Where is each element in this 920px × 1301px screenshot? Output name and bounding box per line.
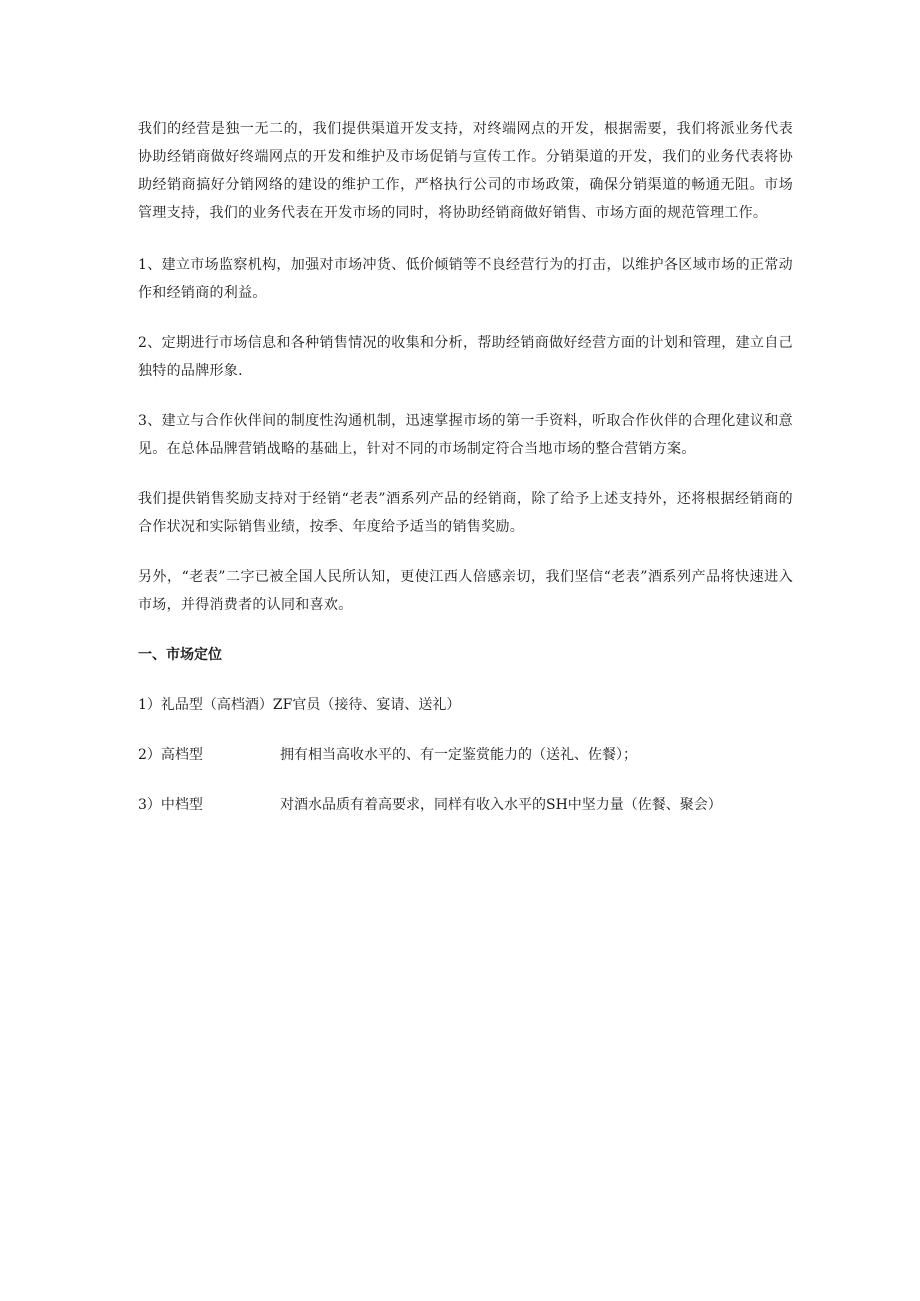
closing-paragraph: 另外，“老表”二字已被全国人民所认知，更使江西人倍感亲切，我们坚信“老表”酒系列产品将快速进入市场，并得消费者的认同和喜欢。 — [138, 569, 793, 613]
reward-paragraph: 我们提供销售奖励支持对于经销“老表”酒系列产品的经销商，除了给予上述支持外，还将根据经销商的合作状况和实际销售业绩，按季、年度给予适当的销售奖励。 — [138, 491, 793, 535]
point-paragraph-2: 2、定期进行市场信息和各种销售情况的收集和分析，帮助经销商做好经营方面的计划和管理，建立自己独特的品牌形象. — [138, 335, 793, 379]
section-heading: 一、市场定位 — [138, 647, 222, 663]
positioning-label: 3）中档型 — [138, 797, 203, 813]
positioning-desc: 拥有相当高收水平的、有一定鉴赏能力的（送礼、佐餐）； — [280, 747, 637, 763]
document-page — [138, 115, 793, 841]
intro-paragraph: 我们的经营是独一无二的，我们提供渠道开发支持，对终端网点的开发，根据需要，我们将派业务代表协助经销商做好终端网点的开发和维护及市场促销与宣传工作。分销渠道的开发，我们的业务代表将协助经销商搞好分销网络的建设的维护工作，严格执行公司的市场政策，确保分销渠道的畅通无阻。市场管理支持，我们的业务代表在开发市场的同时，将协助经销商做好销售、市场方面的规范管理工作。 — [138, 121, 793, 221]
point-paragraph-1: 1、建立市场监察机构，加强对市场冲货、低价倾销等不良经营行为的打击，以维护各区域市场的正常动作和经销商的利益。 — [138, 257, 793, 301]
positioning-item-gift — [138, 691, 793, 719]
positioning-item-high — [138, 741, 793, 769]
positioning-desc: 对酒水品质有着高要求，同样有收入水平的SH中坚力量（佐餐、聚会） — [280, 797, 722, 813]
positioning-item-mid — [138, 791, 793, 819]
positioning-label: 2）高档型 — [138, 747, 203, 763]
positioning-label: 1）礼品型（高档酒）ZF官员（接待、宴请、送礼） — [138, 697, 461, 713]
point-paragraph-3: 3、建立与合作伙伴间的制度性沟通机制，迅速掌握市场的第一手资料，听取合作伙伴的合理化建议和意见。在总体品牌营销战略的基础上，针对不同的市场制定符合当地市场的整合营销方案。 — [138, 413, 793, 457]
